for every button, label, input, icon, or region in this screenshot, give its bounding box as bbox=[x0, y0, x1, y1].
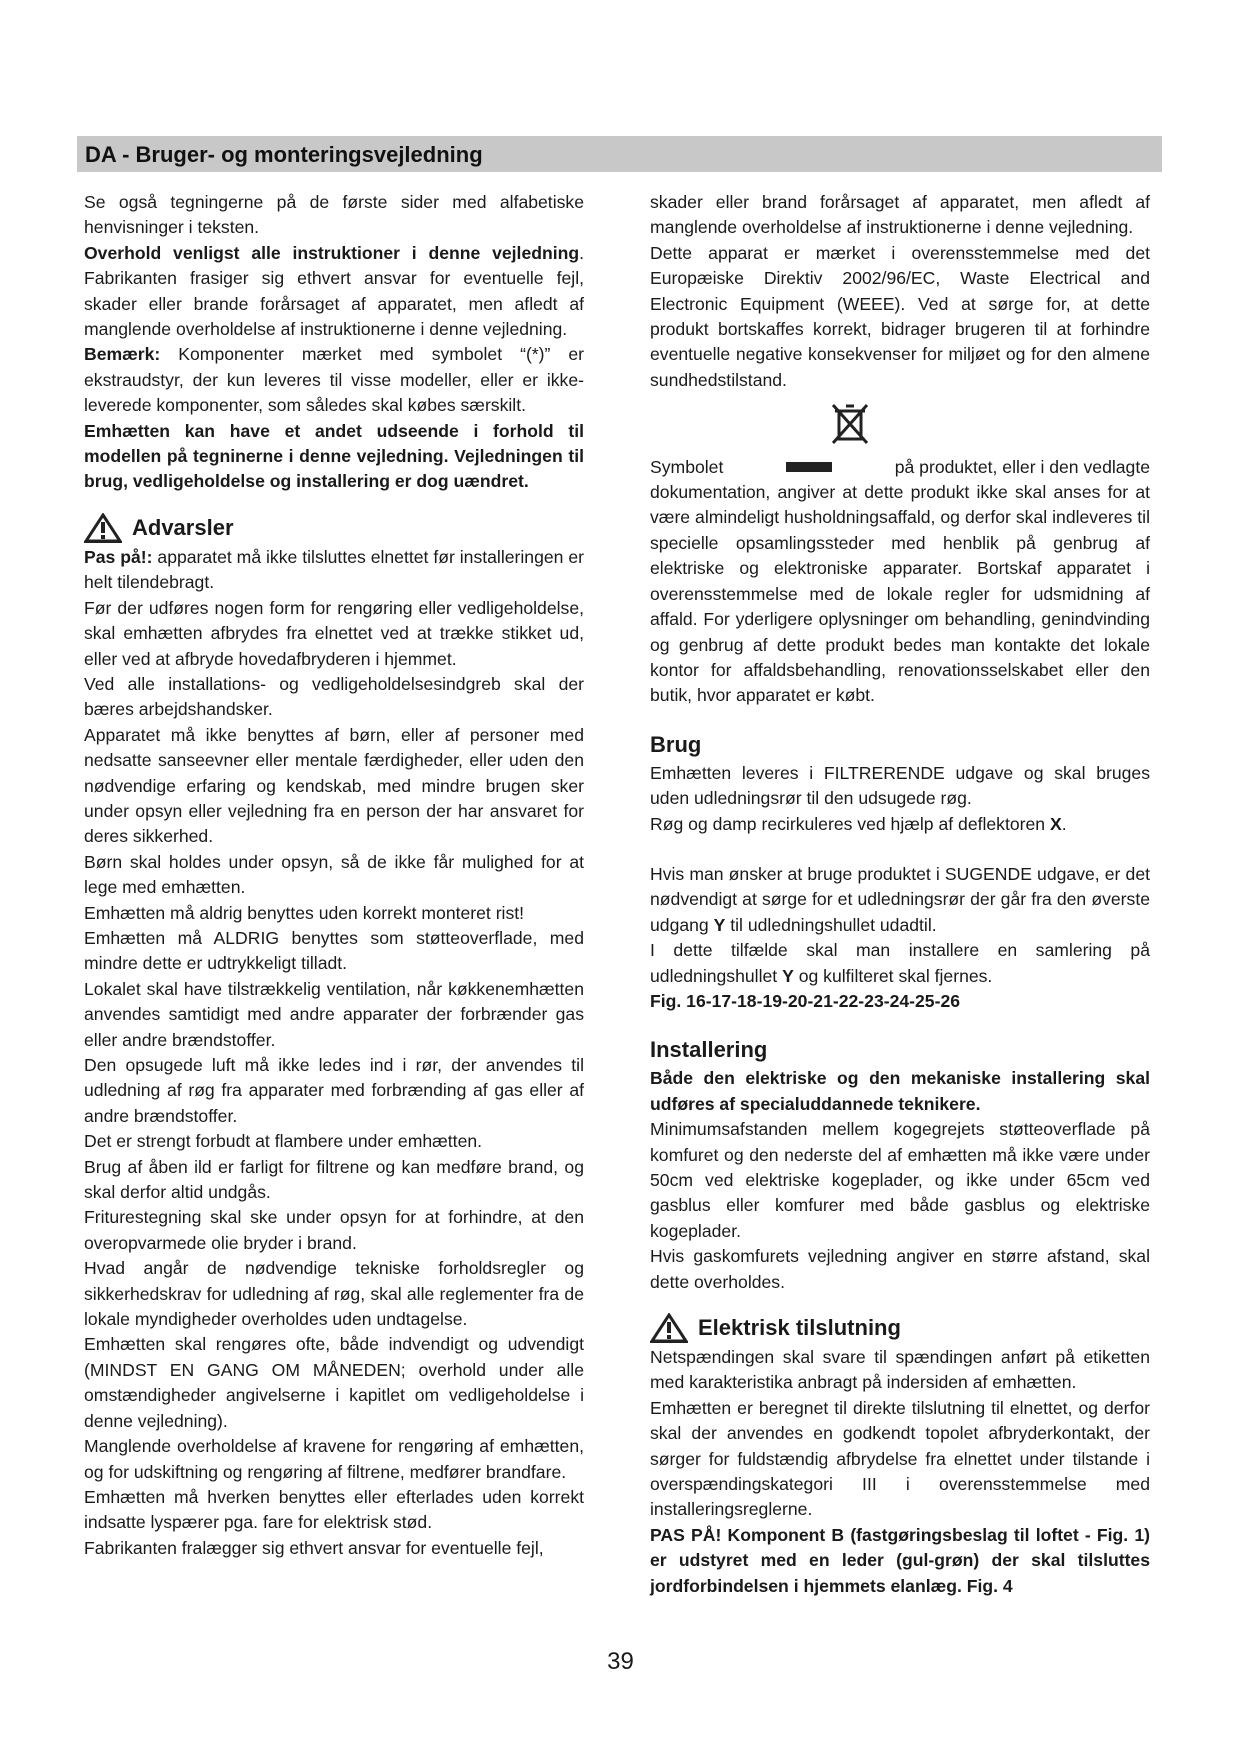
use-heading: Brug bbox=[650, 731, 702, 757]
outlet-ref: Y bbox=[782, 965, 794, 986]
intro-paragraph: Se også tegningerne på de første sider med alfabetiske henvisninger i teksten. bbox=[84, 192, 584, 238]
note-label: Bemærk: bbox=[84, 344, 161, 365]
outlet-ref: Y bbox=[713, 914, 726, 935]
symbol-rest: på produktet, eller i den vedlagte bbox=[894, 456, 1150, 477]
use-text-end: til udledningshullet udadtil. bbox=[725, 914, 937, 935]
use-paragraph-1: Emhætten leveres i FILTRERENDE udgave og skal bruges uden udledningsrør til den udsugede røg. bbox=[650, 762, 1150, 809]
warning-item: Emhætten skal rengøres ofte, både indvendigt og udvendigt (MINDST EN GANG OM MÅNEDEN; overhold under alle omstændigheder angivelserne i kapitlet om vedligeholdelse i denne vejledning). bbox=[84, 1334, 584, 1431]
warning-item: Hvad angår de nødvendige tekniske forholdsregler og sikkerhedskrav for udledning af røg, skal alle reglementer fra de lokale myndigheder overholdes uden undtagelse. bbox=[84, 1258, 584, 1330]
install-heading: Installering bbox=[650, 1037, 768, 1063]
instructions-bold: Overhold venligst alle instruktioner i denne vejledning bbox=[84, 242, 580, 263]
electrical-paragraph-1: Netspændingen skal svare til spændingen anført på etiketten med karakteristika anbragt på indersiden af emhætten. bbox=[650, 1347, 1150, 1393]
install-paragraph-1: Minimumsafstanden mellem kogegrejets støtteoverflade på komfuret og den nederste del af emhætten må ikke være under 50cm ved elektriske kogeplader, og ikke under 65cm ved gasblus eller komfurer med både gasblus og elektriske kogeplader. bbox=[650, 1119, 1150, 1241]
instructions-text: . Fabrikanten frasiger sig ethvert ansvar for eventuelle fejl, skader eller brande forårsaget af apparatet, men afledt af manglende overholdelse af instruktionerne i denne vejledning. bbox=[84, 242, 584, 340]
continuation-paragraph: skader eller brand forårsaget af apparatet, men afledt af manglende overholdelse af instruktionerne i denne vejledning. bbox=[650, 192, 1150, 238]
symbol-line bbox=[650, 455, 1150, 480]
instructions-paragraph bbox=[84, 241, 584, 343]
use-paragraph-4 bbox=[650, 938, 1150, 989]
pas-paa-paragraph bbox=[84, 545, 584, 596]
warning-item: Emhætten må aldrig benyttes uden korrekt monteret rist! bbox=[84, 902, 525, 923]
electrical-title: Elektrisk tilslutning bbox=[698, 1315, 901, 1341]
page-title: DA - Bruger- og monteringsvejledning bbox=[85, 142, 483, 167]
page-number: 39 bbox=[607, 1648, 634, 1675]
use-text-end: . bbox=[1061, 813, 1067, 834]
section-header-bar bbox=[77, 136, 1162, 172]
deflector-ref: X bbox=[1049, 813, 1062, 834]
note-paragraph bbox=[84, 342, 584, 418]
warning-item: Den opsugede luft må ikke ledes ind i rør, der anvendes til udledning af røg fra apparater med forbrænding af gas eller af andre brændstoffer. bbox=[84, 1055, 584, 1126]
install-paragraph-2: Hvis gaskomfurets vejledning angiver en større afstand, skal dette overholdes. bbox=[650, 1246, 1150, 1292]
use-text: I dette tilfælde skal man installere en samlering på udledningshullet bbox=[650, 940, 1150, 986]
warning-item: Før der udføres nogen form for rengøring eller vedligeholdelse, skal emhætten afbrydes fra elnettet ved at trække stikket ud, eller ved at afbryde hovedafbryderen i hjemmet. bbox=[84, 597, 584, 669]
warning-item: Det er strengt forbudt at flambere under emhætten. bbox=[84, 1131, 483, 1152]
electrical-warning: PAS PÅ! Komponent B (fastgøringsbeslag til loftet - Fig. 1) er udstyret med en leder (gul-grøn) der skal tilsluttes jordforbindelsen i hjemmets elanlæg. Fig. 4 bbox=[650, 1524, 1150, 1596]
appearance-paragraph: Emhætten kan have et andet udseende i forhold til modellen på tegninerne i denne vejledning. Vejledningen til brug, vedligeholdelse og installering er dog uændret. bbox=[84, 420, 584, 492]
use-figure-ref: Fig. 16-17-18-19-20-21-22-23-24-25-26 bbox=[650, 990, 961, 1011]
warning-item: Emhætten må hverken benyttes eller efterlades uden korrekt indsatte lyspærer pga. fare for elektrisk stød. bbox=[84, 1486, 584, 1533]
pas-paa-label: Pas på!: bbox=[84, 546, 153, 567]
warning-item: Apparatet må ikke benyttes af børn, eller af personer med nedsatte sanseevner eller mentale færdigheder, eller uden den nødvendige erfaring og kendskab, med mindre brugen sker under opsyn eller vejledning fra en person der har ansvaret for deres sikkerhed. bbox=[84, 724, 584, 847]
left-column bbox=[84, 190, 584, 1561]
warning-item: Manglende overholdelse af kravene for rengøring af emhætten, og for udskiftning og rengøring af filtrene, medfører brandfare. bbox=[84, 1436, 584, 1482]
warnings-title: Advarsler bbox=[132, 514, 234, 540]
use-text: Røg og damp recirkuleres ved hjælp af deflektoren bbox=[650, 813, 1050, 834]
weee-paragraph: Dette apparat er mærket i overensstemmelse med det Europæiske Direktiv 2002/96/EC, Waste Electrical and Electronic Equipment (WEEE). Ved at sørge for, at dette produkt bortskaffes korrekt, bidrager brugeren til at forhindre eventuelle negative konsekvenser for miljøet og for den almene sundhedstilstand. bbox=[650, 242, 1150, 390]
use-paragraph-2 bbox=[650, 812, 1150, 837]
electrical-heading bbox=[650, 1313, 1150, 1343]
warning-triangle-icon bbox=[84, 513, 122, 543]
warning-item: Lokalet skal have tilstrækkelig ventilation, når køkkenemhætten anvendes samtidigt med andre apparater der forbrænder gas eller andre brændstoffer. bbox=[84, 978, 584, 1050]
use-text-end: og kulfilteret skal fjernes. bbox=[793, 965, 993, 986]
warning-item: Børn skal holdes under opsyn, så de ikke får mulighed for at lege med emhætten. bbox=[84, 851, 584, 898]
pas-paa-text: apparatet må ikke tilsluttes elnettet før installeringen er helt tilendebragt. bbox=[84, 546, 584, 593]
use-text: Hvis man ønsker at bruge produktet i SUGENDE udgave, er det nødvendigt at sørge for et udledningsrør der går fra den øverste udgang bbox=[650, 863, 1150, 935]
note-text: Komponenter mærket med symbolet “(*)” er ekstraudstyr, der kun leveres til visse modeller, eller er ikke-leverede komponenter, som således skal købes særskilt. bbox=[84, 344, 584, 416]
weee-symbol-wrap bbox=[650, 401, 1150, 454]
warning-item: Emhætten må ALDRIG benyttes som støtteoverflade, med mindre dette er udtrykkeligt tilladt. bbox=[84, 927, 584, 974]
warning-item: Fabrikanten fralægger sig ethvert ansvar for eventuelle fejl, bbox=[84, 1537, 544, 1558]
warning-triangle-icon bbox=[650, 1313, 688, 1343]
symbol-word: Symbolet bbox=[650, 456, 724, 477]
warning-item: Brug af åben ild er farligt for filtrene og kan medføre brand, og skal derfor altid undgås. bbox=[84, 1156, 584, 1203]
warning-item: Friturestegning skal ske under opsyn for at forhindre, at den overopvarmede olie bryder i brand. bbox=[84, 1207, 584, 1253]
use-paragraph-3 bbox=[650, 862, 1150, 938]
warning-item: Ved alle installations- og vedligeholdelsesindgreb skal der bæres arbejdshandsker. bbox=[84, 673, 584, 720]
warnings-heading bbox=[84, 513, 584, 543]
right-column bbox=[650, 190, 1150, 1599]
weee-bar-icon bbox=[786, 462, 832, 472]
electrical-paragraph-2: Emhætten er beregnet til direkte tilslutning til elnettet, og derfor skal der anvendes en godkendt topolet afbryderkontakt, der sørger for fuldstændig afbrydelse fra elnettet under tilstande i overspændingskategori III i overensstemmelse med installeringsreglerne. bbox=[650, 1397, 1150, 1520]
crossed-out-bin-icon bbox=[827, 401, 873, 447]
install-bold-paragraph: Både den elektriske og den mekaniske installering skal udføres af specialuddannede teknikere. bbox=[650, 1068, 1150, 1114]
symbol-paragraph: dokumentation, angiver at dette produkt ikke skal anses for at være almindeligt husholdningsaffald, og derfor skal indleveres til specielle opsamlingssteder med henblik på genbrug af elektriske og elektroniske apparater. Bortskaf apparatet i overensstemmelse med de lokale regler for udsmidning af affald. For yderligere oplysninger om behandling, genindvinding og genbrug af dette produkt bedes man kontakte det lokale kontor for affaldsbehandling, renovationsselskabet eller den butik, hvor apparatet er købt. bbox=[650, 482, 1150, 706]
